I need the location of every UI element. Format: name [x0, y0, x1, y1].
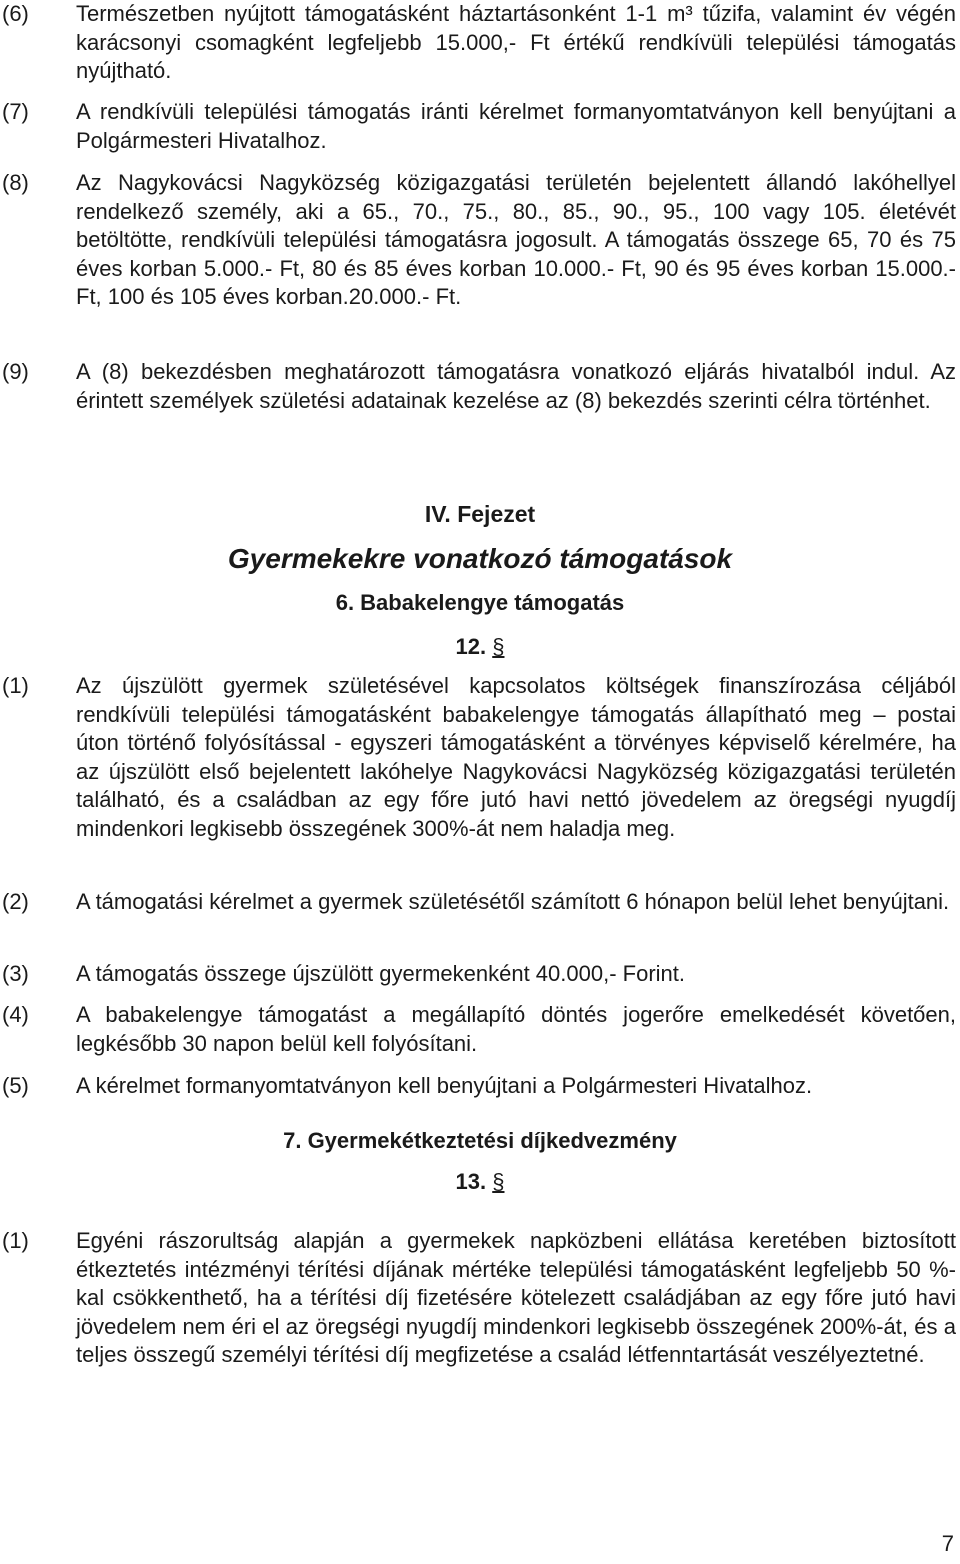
paragraph-number: (7) — [2, 99, 29, 124]
paragraph-text: A támogatás összege újszülött gyermekenként 40.000,- Forint. — [76, 961, 685, 986]
paragraph-text: Az Nagykovácsi Nagyközség közigazgatási területén bejelentett állandó lakóhellyel rendelkező személy, aki a 65., 70., 75., 80., 85., 90., 95., 100 vagy 105. életévét betöltötte, rendkívüli települési támogatásra jogosult. A támogatás összege 65, 70 és 75 éves korban 5.000.- Ft, 80 és 85 éves korban 10.000.- Ft, 90 és 95 éves korban 15.000.- Ft, 100 és 105 éves korban.20.000.- Ft. — [76, 170, 956, 309]
s6-paragraph-1 — [0, 672, 956, 843]
paragraph-number: (5) — [2, 1073, 29, 1098]
paragraph-number-12: 12. — [455, 634, 487, 659]
paragraph-number: (9) — [2, 359, 29, 384]
paragraph-text: A (8) bekezdésben meghatározott támogatásra vonatkozó eljárás hivatalból indul. Az érintett személyek születési adatainak kezelése az (8) bekezdés szerinti célra történhet. — [76, 359, 956, 413]
paragraph-number-13: 13. — [455, 1169, 487, 1194]
paragraph-text: Természetben nyújtott támogatásként háztartásonként 1-1 m³ tűzifa, valamint év végén karácsonyi csomagként legfeljebb 15.000,- Ft értékű rendkívüli települési támogatás nyújtható. — [76, 1, 956, 83]
page-number: 7 — [941, 1531, 954, 1556]
paragraph-8 — [0, 169, 956, 312]
paragraph-text: A támogatási kérelmet a gyermek születésétől számított 6 hónapon belül lehet benyújtani. — [76, 889, 950, 914]
paragraph-number: (2) — [2, 889, 29, 914]
chapter-label: IV. Fejezet — [424, 501, 536, 527]
s6-paragraph-5 — [0, 1072, 956, 1101]
section-symbol: § — [492, 1169, 505, 1194]
section-12-mark — [0, 633, 960, 662]
section-6-title: 6. Babakelengye támogatás — [335, 590, 625, 615]
paragraph-9 — [0, 358, 956, 415]
paragraph-number: (6) — [2, 1, 29, 26]
paragraph-text: Egyéni rászorultság alapján a gyermekek napközbeni ellátása keretében biztosított étkeztetés intézményi térítési díjának mértéke települési támogatásként legfeljebb 50 %-kal csökkenthető, ha a térítési díj fizetésére kötelezett családjában az egy főre jutó havi jövedelem nem éri el az öregségi nyugdíj mindenkori legkisebb összegének 200%-át, és a teljes összegű személyi térítési díj megfizetése a család létfenntartását veszélyeztetné. — [76, 1228, 956, 1367]
paragraph-text: A rendkívüli települési támogatás iránti kérelmet formanyomtatványon kell benyújtani a Polgármesteri Hivatalhoz. — [76, 99, 956, 153]
paragraph-6 — [0, 0, 956, 86]
paragraph-number: (1) — [2, 673, 29, 698]
s7-paragraph-1 — [0, 1227, 956, 1370]
paragraph-number: (4) — [2, 1002, 29, 1027]
paragraph-number: (1) — [2, 1228, 29, 1253]
paragraph-number: (8) — [2, 170, 29, 195]
s6-paragraph-2 — [0, 888, 956, 917]
section-13-mark — [0, 1168, 960, 1197]
chapter-title: Gyermekekre vonatkozó támogatások — [227, 543, 733, 574]
s6-paragraph-4 — [0, 1001, 956, 1058]
s6-paragraph-3 — [0, 960, 956, 989]
section-symbol: § — [492, 634, 505, 659]
paragraph-text: Az újszülött gyermek születésével kapcsolatos költségek finanszírozása céljából rendkívüli települési támogatásként babakelengye támogatás állapítható meg – postai úton történő folyósítással - egyszeri támogatásként a törvényes képviselő kérelmére, ha az újszülött első bejelentett lakóhelye Nagykovácsi Nagyközség közigazgatási területén található, és a családban az egy főre jutó havi nettó jövedelem az öregségi nyugdíj mindenkori legkisebb összegének 300%-át nem haladja meg. — [76, 673, 956, 841]
paragraph-text: A kérelmet formanyomtatványon kell benyújtani a Polgármesteri Hivatalhoz. — [76, 1073, 813, 1098]
section-7-title: 7. Gyermekétkeztetési díjkedvezmény — [283, 1128, 677, 1153]
paragraph-number: (3) — [2, 961, 29, 986]
paragraph-text: A babakelengye támogatást a megállapító döntés jogerőre emelkedését követően, legkésőbb 30 napon belül kell folyósítani. — [76, 1002, 956, 1056]
paragraph-7 — [0, 98, 956, 155]
